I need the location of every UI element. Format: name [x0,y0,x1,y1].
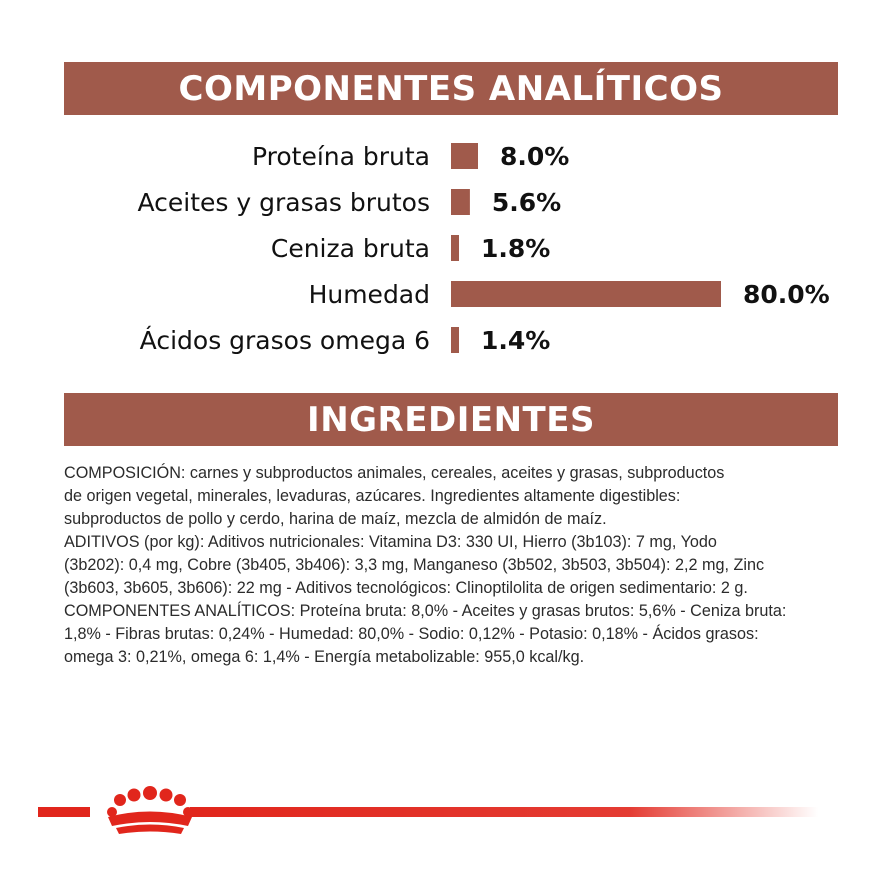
ingredients-line: (3b603, 3b605, 3b606): 22 mg - Aditivos tecnológicos: Clinoptilolita de origen sedimentario: 2 g. [64,579,748,597]
ingredients-line: ADITIVOS (por kg): Aditivos nutricionales: Vitamina D3: 330 UI, Hierro (3b103): 7 mg, Yodo [64,533,717,551]
value-label: 1.4% [481,326,551,355]
bar [451,281,721,307]
ingredients-title: INGREDIENTES [307,399,595,440]
bar [451,143,478,169]
ingredients-line: COMPOSICIÓN: carnes y subproductos animales, cereales, aceites y grasas, subproductos [64,464,725,482]
category-label: Proteína bruta [251,142,430,171]
category-label: Humedad [308,280,430,309]
value-label: 5.6% [491,188,562,217]
royal-crown-logo [107,786,193,834]
analytical-components-banner [64,62,838,115]
red-line-left [38,807,90,817]
value-label: 80.0% [743,280,830,309]
bar [451,189,470,215]
bar [451,327,459,353]
category-label: Aceites y grasas brutos [137,188,430,217]
analytical-components-chart [0,130,880,370]
ingredients-line: 1,8% - Fibras brutas: 0,24% - Humedad: 80,0% - Sodio: 0,12% - Potasio: 0,18% - Ácidos grasos: [64,625,759,643]
value-label: 1.8% [481,234,551,263]
ingredients-line: omega 3: 0,21%, omega 6: 1,4% - Energía metabolizable: 955,0 kcal/kg. [64,648,585,666]
ingredients-line: (3b202): 0,4 mg, Cobre (3b405, 3b406): 3,3 mg, Manganeso (3b502, 3b503, 3b504): 2,2 mg, Zinc [64,556,765,574]
ingredients-text [64,462,844,669]
analytical-components-title: COMPONENTES ANALÍTICOS [178,68,724,109]
red-line-right [190,807,818,817]
ingredients-line: de origen vegetal, minerales, levaduras, azúcares. Ingredientes altamente digestibles: [64,487,681,505]
bar [451,235,459,261]
brand-footer [38,784,818,840]
ingredients-line: subproductos de pollo y cerdo, harina de maíz, mezcla de almidón de maíz. [64,510,607,528]
ingredients-line: COMPONENTES ANALÍTICOS: Proteína bruta: 8,0% - Aceites y grasas brutos: 5,6% - Ceniza bruta: [64,602,787,620]
category-label: Ceniza bruta [270,234,430,263]
category-label: Ácidos grasos omega 6 [139,326,430,355]
value-label: 8.0% [500,142,570,171]
ingredients-banner [64,393,838,446]
